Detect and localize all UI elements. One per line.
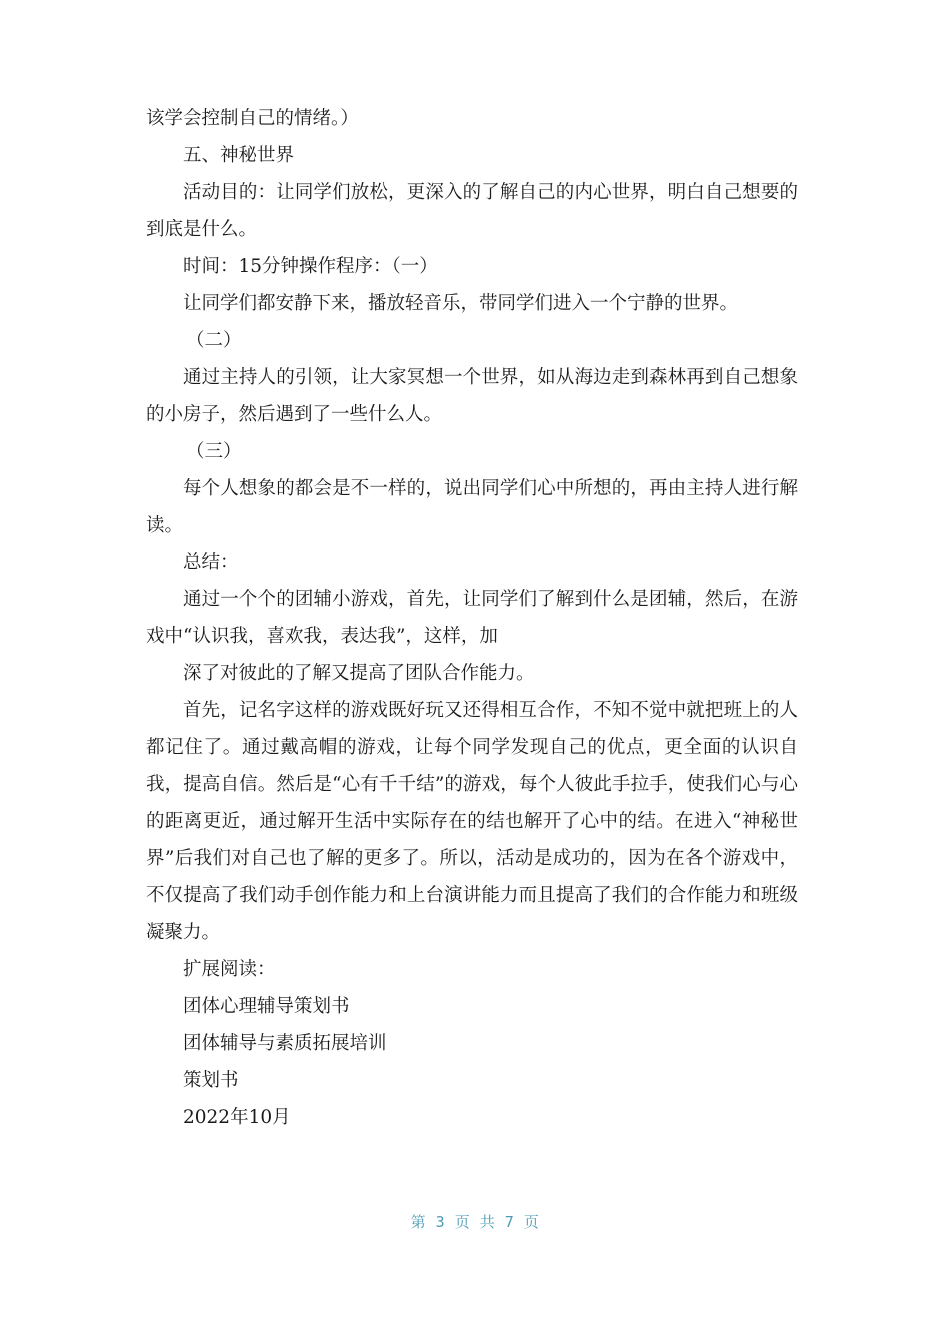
paragraph: 策划书 bbox=[183, 1070, 239, 1091]
paragraph: 每个人想象的都会是不一样的，说出同学们心中所想的，再由主持人进行解读。 bbox=[146, 478, 798, 536]
paragraph: 该学会控制自己的情绪。） bbox=[146, 108, 359, 129]
date-line: 2022年10月 bbox=[183, 1107, 291, 1128]
page-number: 第 3 页 共 7 页 bbox=[410, 1213, 540, 1231]
paragraph: 活动目的：让同学们放松，更深入的了解自己的内心世界，明白自己想要的到底是什么。 bbox=[146, 182, 798, 240]
step-label: （二） bbox=[186, 330, 242, 351]
step-label: （三） bbox=[186, 441, 242, 462]
section-heading: 五、神秘世界 bbox=[183, 145, 295, 166]
page-footer bbox=[0, 1211, 950, 1232]
paragraph: 通过一个个的团辅小游戏，首先，让同学们了解到什么是团辅，然后，在游戏中“认识我，喜欢我，表达我”，这样，加 bbox=[146, 589, 798, 647]
paragraph: 首先，记名字这样的游戏既好玩又还得相互合作，不知不觉中就把班上的人都记住了。通过戴高帽的游戏，让每个同学发现自己的优点，更全面的认识自我，提高自信。然后是“心有千千结”的游戏，每个人彼此手拉手，使我们心与心的距离更近，通过解开生活中实际存在的结也解开了心中的结。在进入“神秘世界”后我们对自己也了解的更多了。所以，活动是成功的，因为在各个游戏中，不仅提高了我们动手创作能力和上台演讲能力而且提高了我们的合作能力和班级凝聚力。 bbox=[146, 700, 798, 943]
paragraph: 时间：15分钟操作程序：（一） bbox=[183, 256, 438, 277]
paragraph: 深了对彼此的了解又提高了团队合作能力。 bbox=[183, 663, 535, 684]
extended-reading-heading: 扩展阅读： bbox=[183, 959, 276, 980]
document-body bbox=[146, 100, 798, 1136]
paragraph: 团体辅导与素质拓展培训 bbox=[183, 1033, 387, 1054]
summary-heading: 总结： bbox=[183, 552, 239, 573]
paragraph: 团体心理辅导策划书 bbox=[183, 996, 350, 1017]
paragraph: 让同学们都安静下来，播放轻音乐，带同学们进入一个宁静的世界。 bbox=[183, 293, 739, 314]
paragraph: 通过主持人的引领，让大家冥想一个世界，如从海边走到森林再到自己想象的小房子，然后遇到了一些什么人。 bbox=[146, 367, 798, 425]
